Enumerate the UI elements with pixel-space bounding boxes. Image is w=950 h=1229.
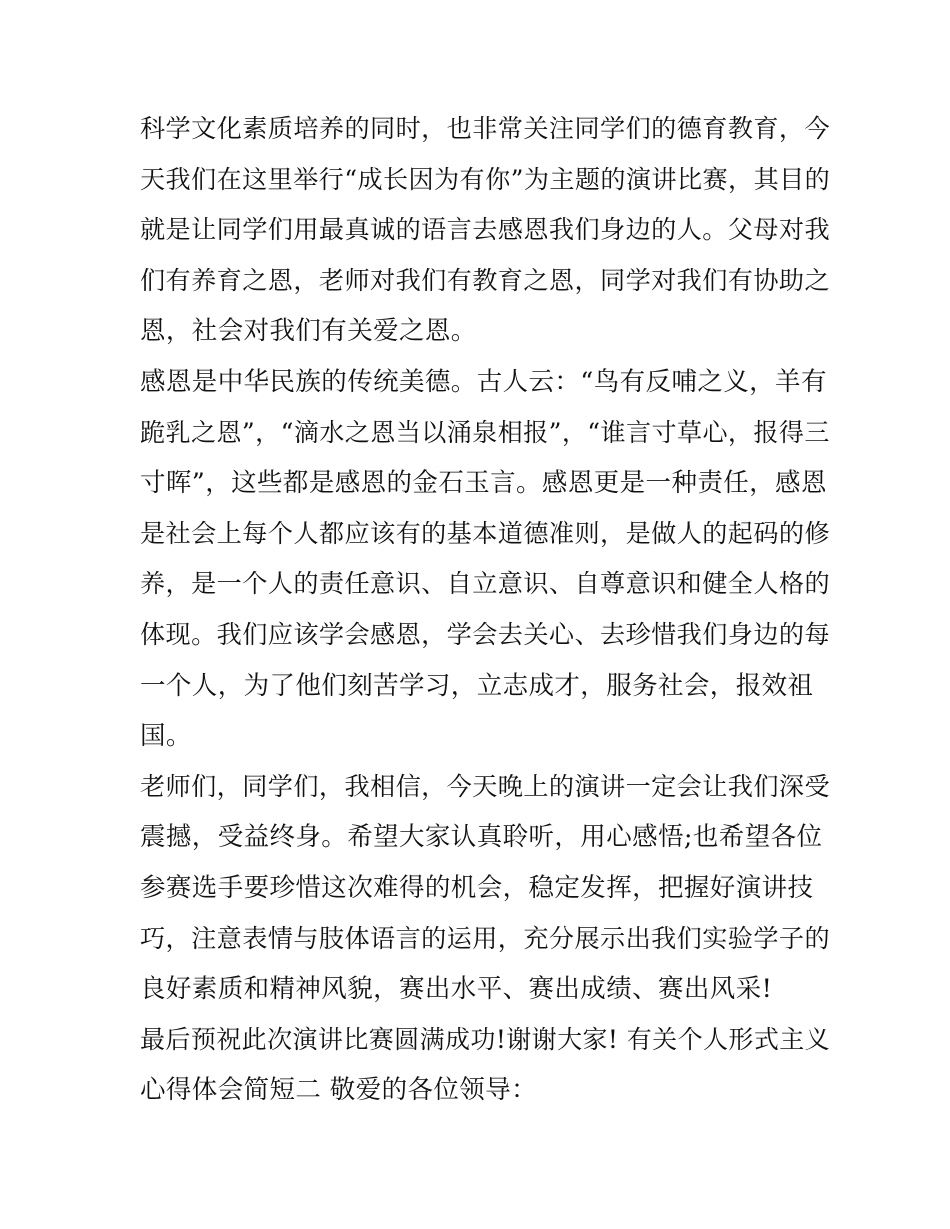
text-line: 恩，社会对我们有关爱之恩。	[140, 316, 477, 347]
text-line: 良好素质和精神风貌，赛出水平、赛出成绩、赛出风采!	[140, 974, 773, 1005]
document-body	[140, 104, 831, 1116]
text-line: 心得体会简短二 敬爱的各位领导：	[140, 1075, 538, 1106]
text-line: 跪乳之恩”，“滴水之恩当以涌泉相报”，“谁言寸草心，报得三	[140, 417, 830, 447]
text-line: 养，是一个人的责任意识、自立意识、自尊意识和健全人格的	[140, 569, 831, 599]
text-line: 最后预祝此次演讲比赛圆满成功!谢谢大家! 有关个人形式主义	[140, 1024, 831, 1054]
text-line: 老师们，同学们，我相信，今天晚上的演讲一定会让我们深受	[140, 771, 831, 801]
text-line: 巧，注意表情与肢体语言的运用，充分展示出我们实验学子的	[140, 923, 831, 953]
text-line: 参赛选手要珍惜这次难得的机会，稳定发挥，把握好演讲技	[140, 872, 814, 903]
text-line: 是社会上每个人都应该有的基本道德准则，是做人的起码的修	[140, 518, 831, 548]
text-line: 感恩是中华民族的传统美德。古人云：“鸟有反哺之义，羊有	[140, 366, 827, 397]
text-line: 就是让同学们用最真诚的语言去感恩我们身边的人。父母对我	[140, 215, 831, 245]
text-line: 震撼，受益终身。希望大家认真聆听，用心感悟;也希望各位	[140, 822, 823, 853]
text-line: 寸晖”，这些都是感恩的金石玉言。感恩更是一种责任，感恩	[140, 468, 827, 499]
text-line: 们有养育之恩，老师对我们有教育之恩，同学对我们有协助之	[140, 265, 831, 295]
text-line: 国。	[140, 721, 192, 752]
text-line: 科学文化素质培养的同时，也非常关注同学们的德育教育，今	[140, 114, 831, 143]
text-line: 天我们在这里举行“成长因为有你”为主题的演讲比赛，其目的	[140, 164, 831, 194]
text-line: 一个人，为了他们刻苦学习，立志成才，服务社会，报效祖	[140, 670, 814, 701]
text-line: 体现。我们应该学会感恩，学会去关心、去珍惜我们身边的每	[140, 619, 831, 649]
